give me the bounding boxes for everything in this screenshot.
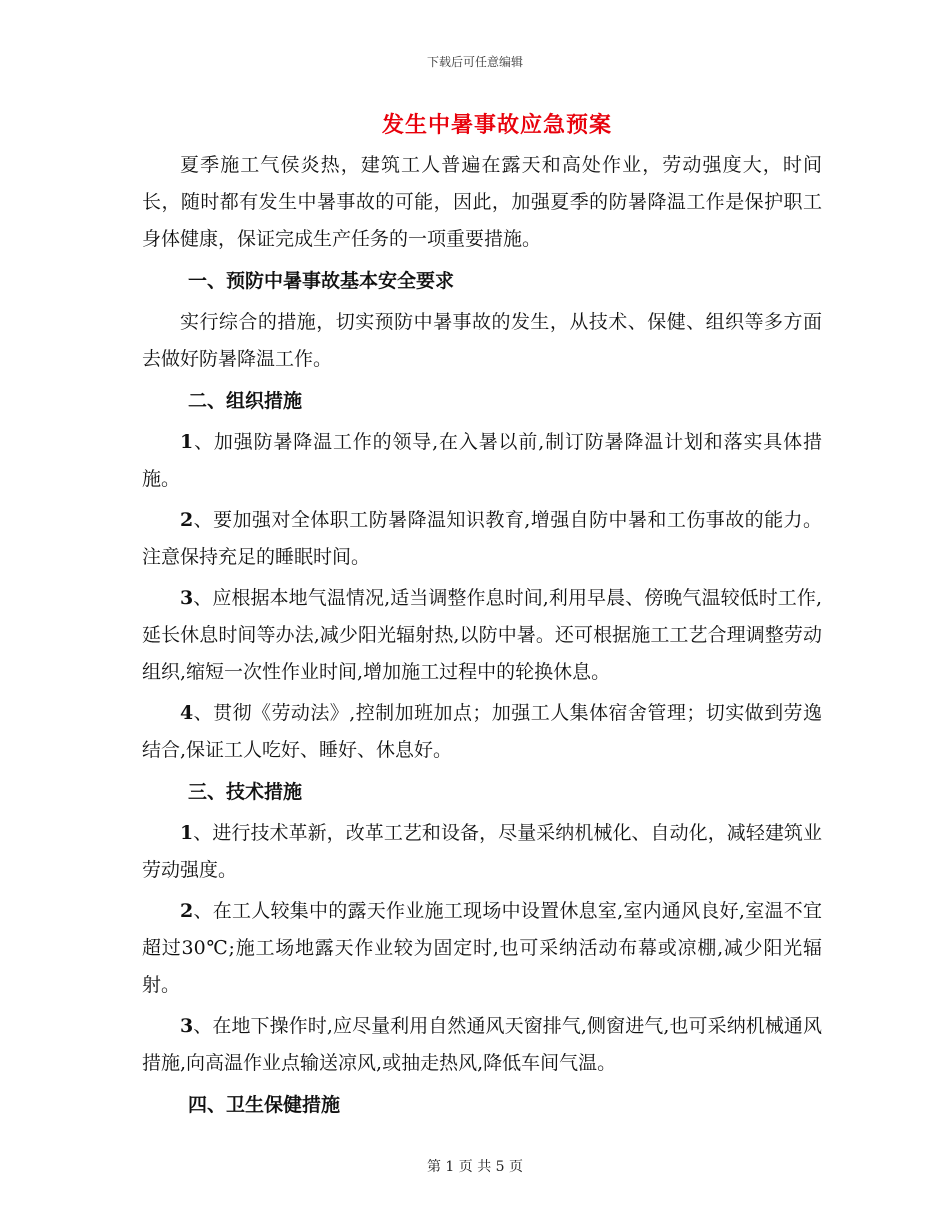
item-text: 、进行技术革新，改革工艺和设备，尽量采纳机械化、自动化，减轻建筑业劳动强度。 xyxy=(142,822,822,881)
section-heading-2: 二、组织措施 xyxy=(188,390,303,412)
item-number: 4 xyxy=(180,702,194,724)
section-2-item xyxy=(142,424,822,498)
section-heading-3: 三、技术措施 xyxy=(188,781,303,803)
section-3-item xyxy=(142,815,822,889)
item-text: 、在地下操作时,应尽量利用自然通风天窗排气,侧窗进气,也可采纳机械通风措施,向高温作业点输送凉风,或抽走热风,降低车间气温。 xyxy=(142,1015,822,1074)
section-heading-4: 四、卫生保健措施 xyxy=(188,1094,341,1116)
section-heading-1: 一、预防中暑事故基本安全要求 xyxy=(188,270,455,292)
item-number: 3 xyxy=(180,587,194,609)
page-header-note: 下载后可任意编辑 xyxy=(426,55,523,69)
section-3-item xyxy=(142,893,822,1004)
item-number: 2 xyxy=(180,509,194,531)
section-2-item xyxy=(142,695,822,769)
item-text: 、贯彻《劳动法》,控制加班加点；加强工人集体宿舍管理；切实做到劳逸结合,保证工人吃好、睡好、休息好。 xyxy=(142,702,822,761)
section-2-item xyxy=(142,502,822,576)
item-number: 1 xyxy=(180,431,194,453)
item-text: 、加强防暑降温工作的领导,在入暑以前,制订防暑降温计划和落实具体措施。 xyxy=(142,431,822,490)
section-2-item xyxy=(142,580,822,691)
document-body xyxy=(142,108,822,1128)
item-number: 2 xyxy=(180,900,194,922)
item-text: 、应根据本地气温情况,适当调整作息时间,利用早晨、傍晚气温较低时工作,延长休息时间等办法,减少阳光辐射热,以防中暑。还可根据施工工艺合理调整劳动组织,缩短一次性作业时间,增加施工过程中的轮换休息。 xyxy=(142,587,822,683)
page-number-footer: 第 1 页 共 5 页 xyxy=(426,1159,524,1175)
intro-paragraph: 夏季施工气侯炎热，建筑工人普遍在露天和高处作业，劳动强度大，时间长，随时都有发生中暑事故的可能，因此，加强夏季的防暑降温工作是保护职工身体健康，保证完成生产任务的一项重要措施。 xyxy=(142,154,822,250)
section-1-body: 实行综合的措施，切实预防中暑事故的发生，从技术、保健、组织等多方面去做好防暑降温工作。 xyxy=(142,311,822,370)
item-text: 、在工人较集中的露天作业施工现场中设置休息室,室内通风良好,室温不宜超过30℃;施工场地露天作业较为固定时,也可采纳活动布幕或凉棚,减少阳光辐射。 xyxy=(142,900,822,996)
item-number: 1 xyxy=(180,822,194,844)
item-text: 、要加强对全体职工防暑降温知识教育,增强自防中暑和工伤事故的能力。注意保持充足的睡眠时间。 xyxy=(142,509,822,568)
item-number: 3 xyxy=(180,1015,194,1037)
section-3-item xyxy=(142,1008,822,1082)
document-title: 发生中暑事故应急预案 xyxy=(381,112,612,138)
